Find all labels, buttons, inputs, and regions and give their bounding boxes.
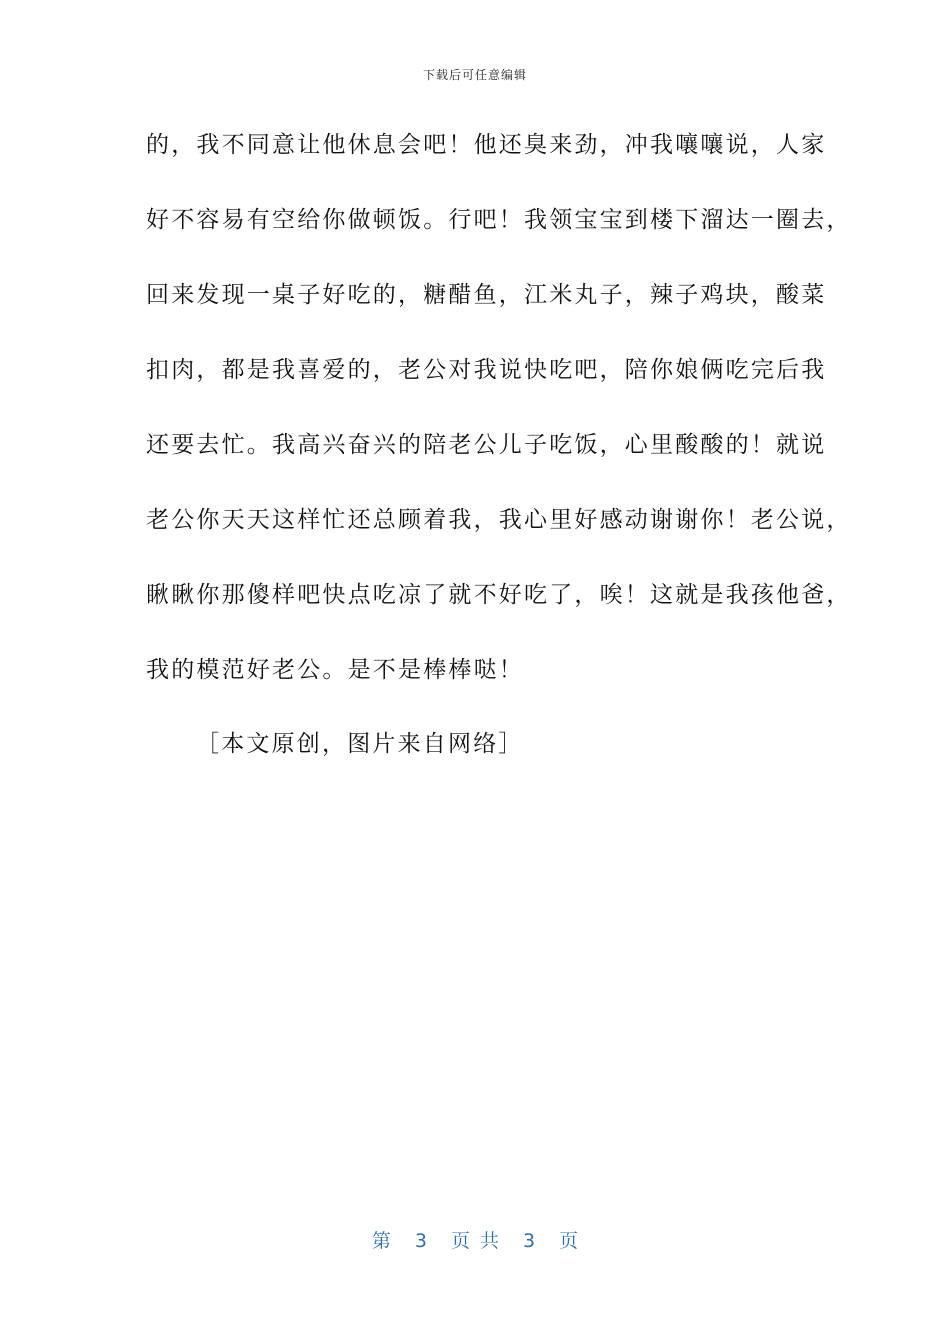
paragraph-line: 还要去忙。我高兴奋兴的陪老公儿子吃饭，心里酸酸的！就说 [146,432,827,458]
paragraph-line: 扣肉，都是我喜爱的，老公对我说快吃吧，陪你娘俩吃完后我 [146,357,827,383]
header-note: 下载后可任意编辑 [422,68,527,82]
page-footer [0,1226,950,1253]
paragraph-line: 瞅瞅你那傻样吧快点吃凉了就不好吃了，唉！这就是我孩他爸， [146,582,852,608]
paragraph-line: 的，我不同意让他休息会吧！他还臭来劲，冲我嚷嚷说，人家 [146,132,827,158]
total-word: 页 共 [450,1230,500,1252]
source-note: ［本文原创，图片来自网络］ [196,731,524,757]
paragraph-line: 好不容易有空给你做顿饭。行吧！我领宝宝到楼下溜达一圈去， [146,207,852,233]
document-body [146,126,852,726]
current-page-number: 3 [414,1230,427,1252]
page-suffix: 页 [559,1230,579,1252]
page-word: 第 [371,1230,391,1252]
total-page-number: 3 [523,1230,536,1252]
paragraph-line: 回来发现一桌子好吃的，糖醋鱼，江米丸子，辣子鸡块，酸菜 [146,282,827,308]
paragraph-line: 我的模范好老公。是不是棒棒哒！ [146,657,524,683]
paragraph-line: 老公你天天这样忙还总顾着我，我心里好感动谢谢你！老公说， [146,507,852,533]
